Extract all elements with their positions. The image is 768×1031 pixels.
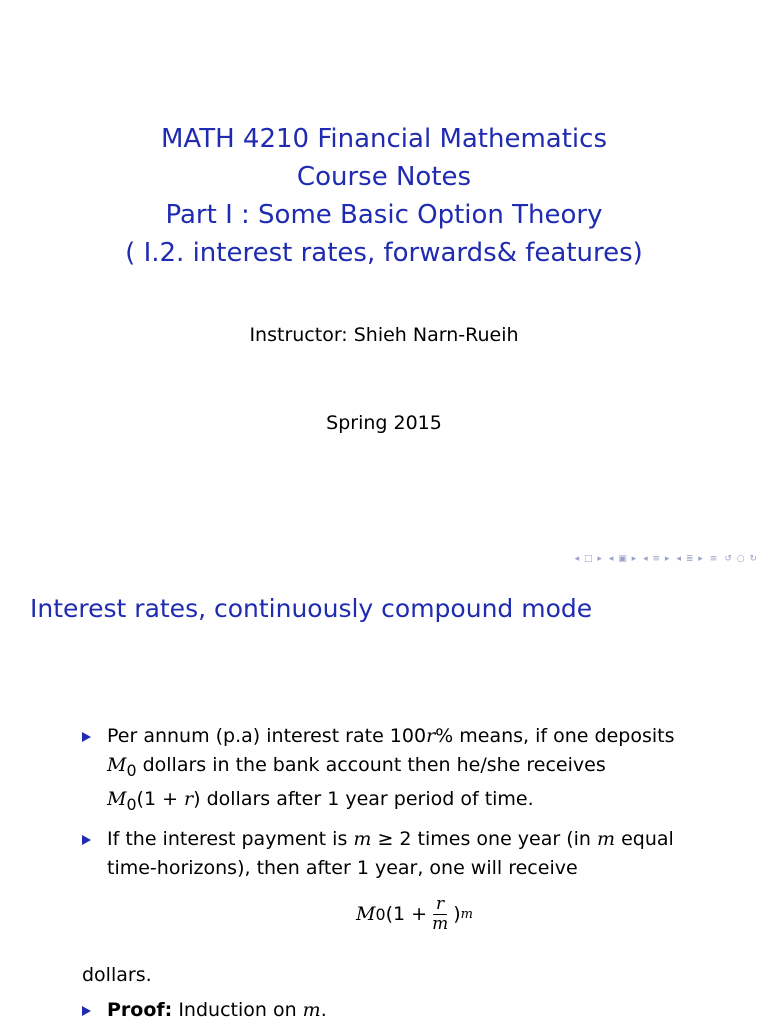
title-line-1: MATH 4210 Financial Mathematics bbox=[161, 124, 607, 154]
bullet-2-line-1: If the interest payment is m ≥ 2 times one year (in m equal bbox=[107, 827, 674, 850]
content-slide bbox=[0, 580, 768, 1024]
bullet-1-line-3: $M_0(1 + r)$ dollars after 1 year period of time. bbox=[107, 787, 534, 814]
beamer-navigation bbox=[575, 554, 758, 564]
date: Spring 2015 bbox=[326, 412, 442, 434]
frame-title: Interest rates, continuously compound mode bbox=[30, 594, 593, 623]
bullet-2-after: dollars. bbox=[82, 963, 152, 986]
bullet-item-1 bbox=[82, 722, 722, 819]
slide-title bbox=[0, 120, 768, 272]
instructor: Instructor: Shieh Narn-Rueih bbox=[249, 324, 519, 346]
bullet-1-line-1: Per annum (p.a) interest rate 100r% means, if one deposits bbox=[107, 725, 675, 747]
subsection-icon[interactable]: ◂ ≡ ▸ bbox=[643, 554, 671, 564]
title-line-2: Course Notes bbox=[296, 162, 472, 192]
fraction: $\frac{r}{m}$ bbox=[432, 893, 449, 934]
bullet-3-line-1: Proof: Induction on m. bbox=[107, 998, 327, 1021]
align-icon[interactable]: ≡ bbox=[709, 554, 719, 564]
triangle-bullet-icon bbox=[82, 835, 91, 845]
section-icon[interactable]: ◂ ≣ ▸ bbox=[676, 554, 704, 564]
title-line-4: ( I.2. interest rates, forwards& features) bbox=[125, 238, 643, 268]
bullet-item-3 bbox=[82, 996, 722, 1025]
triangle-bullet-icon bbox=[82, 1006, 91, 1016]
triangle-bullet-icon bbox=[82, 732, 91, 742]
bullet-item-2 bbox=[82, 825, 722, 990]
title-line-3: Part I : Some Basic Option Theory bbox=[165, 200, 603, 230]
bullet-2-line-2: time-horizons), then after 1 year, one will receive bbox=[107, 856, 578, 879]
prev-icon[interactable]: ◂ □ ▸ bbox=[574, 554, 603, 564]
search-icon[interactable]: ↺ ○ ↻ bbox=[724, 554, 758, 564]
frame-icon[interactable]: ◂ ▣ ▸ bbox=[608, 554, 638, 564]
bullet-1-line-2: $M_0$ dollars in the bank account then he/she receives bbox=[107, 754, 606, 780]
compound-interest-formula: M 0 (1 + $\frac{r}{m}$ ) m bbox=[356, 893, 473, 934]
bullet-list bbox=[82, 722, 722, 1031]
